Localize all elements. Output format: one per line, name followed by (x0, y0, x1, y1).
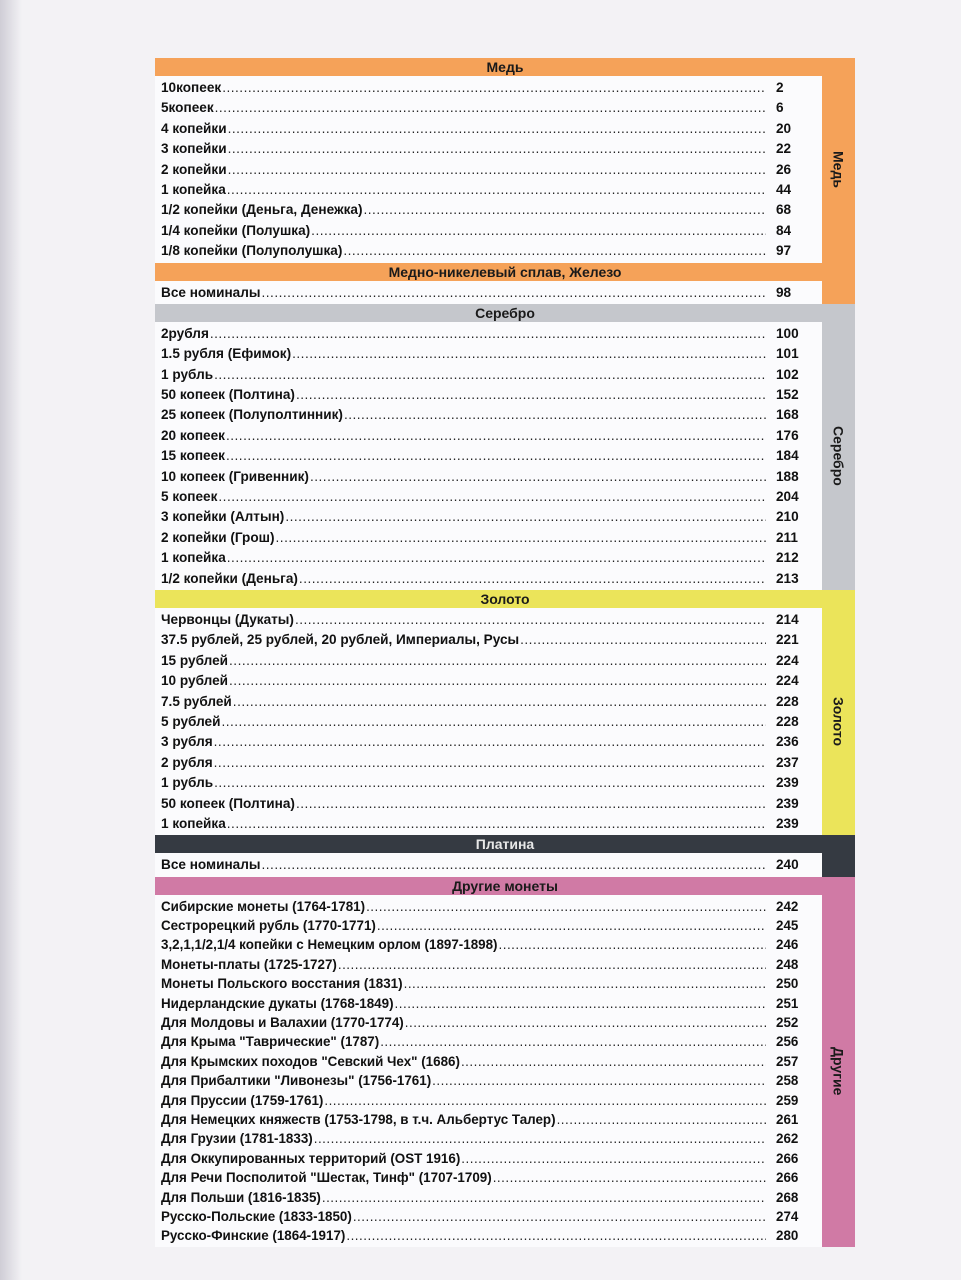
dot-leader (395, 994, 766, 1013)
toc-entry-label: 10 копеек (Гривенник) (161, 468, 309, 484)
toc-entry-label: Все номиналы (161, 857, 261, 873)
toc-entry (161, 180, 822, 200)
toc-entry-page: 262 (776, 1131, 799, 1147)
toc-entry (161, 630, 822, 650)
section-side-tab-silver: Серебро (830, 426, 847, 486)
dot-leader (218, 487, 766, 507)
toc-entry (161, 548, 822, 568)
toc-entry-page: 152 (776, 387, 799, 403)
dot-leader (322, 1188, 766, 1207)
toc-entry-page: 274 (776, 1208, 799, 1224)
toc-entry-page: 266 (776, 1150, 799, 1166)
dot-leader (210, 324, 766, 344)
toc-entry-page: 251 (776, 995, 799, 1011)
toc-entry-page: 101 (776, 346, 799, 362)
toc-entry (161, 221, 822, 241)
toc-entry-label: Русско-Польские (1833-1850) (161, 1208, 352, 1224)
toc-entry (161, 78, 822, 98)
toc-entry-page: 248 (776, 956, 799, 972)
toc-entry-page: 239 (776, 815, 799, 831)
dot-leader (296, 385, 766, 405)
section-side-tab-copper: Медь (830, 150, 847, 188)
toc-entry (161, 794, 822, 814)
toc-entry-label: Для Молдовы и Валахии (1770-1774) (161, 1015, 404, 1031)
entries-copper (155, 76, 822, 263)
toc-entry (161, 1207, 822, 1226)
toc-entry-label: 1 копейка (161, 815, 226, 831)
toc-entry-page: 228 (776, 713, 799, 729)
toc-entry (161, 1091, 822, 1110)
toc-entry-label: 15 копеек (161, 448, 225, 464)
dot-leader (261, 855, 766, 875)
dot-leader (404, 974, 766, 993)
toc-entry (161, 671, 822, 691)
dot-leader (363, 200, 766, 220)
toc-entry (161, 1188, 822, 1207)
toc-entry-label: 1 копейка (161, 550, 226, 566)
toc-entry-label: 5копеек (161, 100, 214, 116)
dot-leader (461, 1149, 766, 1168)
toc-entry (161, 283, 822, 303)
toc-entry-label: 1.5 рубля (Ефимок) (161, 346, 292, 362)
dot-leader (222, 78, 766, 98)
toc-entry-label: 3 копейки (161, 141, 227, 157)
dot-leader (296, 794, 766, 814)
section-platinum (155, 835, 855, 876)
toc-entry (161, 344, 822, 364)
toc-entry (161, 897, 822, 916)
toc-entry-label: Для Прибалтики "Ливонезы" (1756-1761) (161, 1073, 432, 1089)
section-header-other: Другие монеты (155, 877, 855, 895)
dot-leader (493, 1168, 766, 1187)
dot-leader (324, 1091, 766, 1110)
toc-entry-page: 84 (776, 222, 792, 238)
toc-entry (161, 753, 822, 773)
entries-gold (155, 608, 822, 835)
toc-entry (161, 446, 822, 466)
toc-entry-label: Для Грузии (1781-1833) (161, 1131, 313, 1147)
toc-entry-label: 2 рубля (161, 754, 213, 770)
toc-entry-page: 224 (776, 673, 799, 689)
toc-entry-label: 1 копейка (161, 181, 226, 197)
dot-leader (233, 692, 766, 712)
dot-leader (377, 916, 766, 935)
dot-leader (432, 1071, 766, 1090)
toc-entry-label: Для Крымских походов "Севский Чех" (1686) (161, 1053, 460, 1069)
toc-entry-page: 228 (776, 693, 799, 709)
toc-entry-page: 210 (776, 509, 799, 525)
dot-leader (461, 1052, 766, 1071)
toc-entry-label: 7.5 рублей (161, 693, 232, 709)
toc-entry (161, 1013, 822, 1032)
toc-entry-page: 214 (776, 611, 799, 627)
toc-entry-label: Монеты-платы (1725-1727) (161, 956, 337, 972)
dot-leader (295, 610, 766, 630)
toc-entry-page: 176 (776, 427, 799, 443)
toc-entry-label: 20 копеек (161, 427, 225, 443)
toc-entry-label: 1/4 копейки (Полушка) (161, 222, 311, 238)
toc-entry-page: 26 (776, 161, 792, 177)
section-nickel (155, 263, 855, 304)
section-gold (155, 590, 855, 835)
toc-entry-page: 22 (776, 141, 792, 157)
toc-entry (161, 1110, 822, 1129)
dot-leader (343, 241, 766, 261)
section-header-nickel: Медно-никелевый сплав, Железо (155, 263, 855, 281)
toc-entry (161, 487, 822, 507)
toc-entry-label: 50 копеек (Полтина) (161, 795, 295, 811)
section-side-tab-gold: Золото (830, 697, 847, 747)
toc-entry-page: 259 (776, 1092, 799, 1108)
dot-leader (344, 405, 766, 425)
toc-entry-label: Червонцы (Дукаты) (161, 611, 294, 627)
toc-entry-page: 97 (776, 243, 792, 259)
toc-entry (161, 855, 822, 875)
dot-leader (311, 221, 766, 241)
toc-entry-page: 102 (776, 366, 799, 382)
entries-silver (155, 322, 822, 590)
toc-entry-page: 212 (776, 550, 799, 566)
entries-other (155, 895, 822, 1247)
dot-leader (346, 1226, 766, 1245)
toc-entry (161, 507, 822, 527)
toc-entry (161, 324, 822, 344)
toc-entry-page: 261 (776, 1111, 799, 1127)
entries-platinum (155, 853, 822, 876)
toc-entry-page: 204 (776, 489, 799, 505)
toc-entry (161, 139, 822, 159)
toc-entry-label: Сестрорецкий рубль (1770-1771) (161, 918, 376, 934)
dot-leader (228, 160, 766, 180)
dot-leader (228, 119, 766, 139)
toc-entry-page: 20 (776, 120, 792, 136)
dot-leader (227, 548, 766, 568)
toc-entry (161, 692, 822, 712)
toc-entry-page: 239 (776, 795, 799, 811)
toc-entry (161, 732, 822, 752)
dot-leader (292, 344, 766, 364)
dot-leader (214, 732, 766, 752)
toc-entry-page: 98 (776, 284, 792, 300)
toc-entry-label: Для Речи Посполитой "Шестак, Тинф" (1707-1709) (161, 1170, 492, 1186)
toc-entry-page: 211 (776, 529, 798, 545)
toc-entry-page: 257 (776, 1053, 799, 1069)
toc-entry (161, 994, 822, 1013)
toc-entry (161, 1032, 822, 1051)
dot-leader (557, 1110, 766, 1129)
toc-entry-page: 280 (776, 1228, 799, 1244)
toc-entry (161, 467, 822, 487)
toc-entry-label: 3 копейки (Алтын) (161, 509, 285, 525)
dot-leader (314, 1129, 766, 1148)
toc-entry-label: 1/2 копейки (Деньга, Денежка) (161, 202, 363, 218)
toc-entry-label: Для Немецких княжеств (1753-1798, в т.ч. Альбертус Талер) (161, 1111, 556, 1127)
toc-entry-page: 240 (776, 857, 799, 873)
toc-entry-label: 50 копеек (Полтина) (161, 387, 295, 403)
dot-leader (338, 955, 766, 974)
toc-entry-label: 37.5 рублей, 25 рублей, 20 рублей, Империалы, Русы (161, 632, 520, 648)
toc-entry-page: 239 (776, 775, 799, 791)
toc-entry (161, 974, 822, 993)
toc-entry-page: 224 (776, 652, 799, 668)
toc-entry (161, 405, 822, 425)
dot-leader (214, 365, 766, 385)
toc-entry (161, 241, 822, 261)
dot-leader (520, 630, 766, 650)
toc-entry-label: Монеты Польского восстания (1831) (161, 976, 403, 992)
toc-entry-label: Все номиналы (161, 284, 261, 300)
toc-entry (161, 528, 822, 548)
toc-entry-page: 168 (776, 407, 799, 423)
section-copper (155, 58, 855, 263)
dot-leader (285, 507, 766, 527)
dot-leader (276, 528, 766, 548)
toc-entry-label: Для Польши (1816-1835) (161, 1189, 321, 1205)
toc-entry-label: 5 копеек (161, 489, 218, 505)
toc-entry-label: 1 рубль (161, 775, 214, 791)
dot-leader (310, 467, 766, 487)
toc-entry (161, 160, 822, 180)
toc-entry (161, 1052, 822, 1071)
toc-entry-page: 246 (776, 937, 799, 953)
dot-leader (221, 712, 766, 732)
book-gutter (0, 0, 22, 1280)
toc-entry (161, 200, 822, 220)
dot-leader (226, 426, 766, 446)
toc-entry (161, 651, 822, 671)
toc-entry (161, 773, 822, 793)
dot-leader (380, 1032, 766, 1051)
toc-entry-page: 188 (776, 468, 799, 484)
toc-entry (161, 610, 822, 630)
table-of-contents (155, 58, 855, 1247)
toc-entry-page: 221 (776, 632, 799, 648)
toc-entry-page: 2 (776, 80, 784, 95)
toc-entry (161, 814, 822, 834)
toc-entry (161, 955, 822, 974)
dot-leader (214, 773, 766, 793)
dot-leader (214, 753, 766, 773)
dot-leader (299, 569, 766, 589)
section-header-silver: Серебро (155, 304, 855, 322)
toc-entry-label: 1 рубль (161, 366, 214, 382)
toc-entry-page: 245 (776, 918, 799, 934)
toc-entry-label: 2 копейки (Грош) (161, 529, 275, 545)
section-side-tab-other: Другие (830, 1046, 847, 1095)
dot-leader (215, 98, 766, 118)
toc-entry-label: 25 копеек (Полуполтинник) (161, 407, 343, 423)
toc-entry (161, 365, 822, 385)
toc-entry-label: 5 рублей (161, 713, 221, 729)
toc-entry-page: 256 (776, 1034, 799, 1050)
section-header-platinum: Платина (155, 835, 855, 853)
toc-entry-page: 237 (776, 754, 799, 770)
section-header-gold: Золото (155, 590, 855, 608)
toc-entry (161, 1071, 822, 1090)
toc-entry-label: 15 рублей (161, 652, 229, 668)
toc-entry-label: Для Оккупированных территорий (OST 1916) (161, 1150, 461, 1166)
toc-entry-label: 1/8 копейки (Полуполушка) (161, 243, 343, 259)
toc-entry-label: Нидерландские дукаты (1768-1849) (161, 995, 394, 1011)
toc-entry-label: 2 копейки (161, 161, 227, 177)
toc-entry (161, 385, 822, 405)
toc-entry-label: 2рубля (161, 325, 209, 341)
toc-entry-label: 1/2 копейки (Деньга) (161, 570, 298, 586)
dot-leader (405, 1013, 766, 1032)
toc-entry (161, 569, 822, 589)
toc-entry (161, 426, 822, 446)
toc-entry-page: 258 (776, 1073, 799, 1089)
toc-entry (161, 1129, 822, 1148)
toc-entry-label: 3 рубля (161, 734, 213, 750)
toc-entry-label: 4 копейки (161, 120, 227, 136)
toc-entry (161, 935, 822, 954)
dot-leader (261, 283, 766, 303)
section-header-copper: Медь (155, 58, 855, 76)
toc-entry-page: 6 (776, 100, 784, 116)
toc-entry (161, 98, 822, 118)
toc-entry (161, 712, 822, 732)
dot-leader (353, 1207, 766, 1226)
toc-entry-page: 184 (776, 448, 799, 464)
toc-entry-label: Для Пруссии (1759-1761) (161, 1092, 324, 1108)
entries-nickel (155, 281, 822, 304)
dot-leader (227, 180, 766, 200)
dot-leader (229, 671, 766, 691)
dot-leader (226, 446, 766, 466)
dot-leader (227, 814, 766, 834)
toc-entry (161, 1168, 822, 1187)
toc-entry (161, 1149, 822, 1168)
dot-leader (499, 935, 767, 954)
toc-entry-page: 242 (776, 898, 799, 914)
toc-entry-page: 252 (776, 1015, 799, 1031)
toc-entry-label: Сибирские монеты (1764-1781) (161, 898, 366, 914)
toc-entry-page: 268 (776, 1189, 799, 1205)
toc-entry-label: 10копеек (161, 80, 222, 95)
toc-entry-label: 3,2,1,1/2,1/4 копейки с Немецким орлом (1897-1898) (161, 937, 498, 953)
dot-leader (229, 651, 766, 671)
dot-leader (366, 897, 766, 916)
toc-entry-page: 236 (776, 734, 799, 750)
toc-entry-label: Для Крыма "Таврические" (1787) (161, 1034, 380, 1050)
dot-leader (228, 139, 766, 159)
toc-entry-label: Русско-Финские (1864-1917) (161, 1228, 346, 1244)
toc-entry-page: 250 (776, 976, 799, 992)
section-other (155, 877, 855, 1247)
toc-entry (161, 1226, 822, 1245)
toc-entry-page: 266 (776, 1170, 799, 1186)
toc-entry-page: 44 (776, 181, 792, 197)
toc-entry-label: 10 рублей (161, 673, 229, 689)
toc-entry-page: 68 (776, 202, 792, 218)
toc-entry-page: 100 (776, 325, 799, 341)
toc-entry-page: 213 (776, 570, 799, 586)
toc-entry (161, 916, 822, 935)
toc-entry (161, 119, 822, 139)
section-silver (155, 304, 855, 590)
